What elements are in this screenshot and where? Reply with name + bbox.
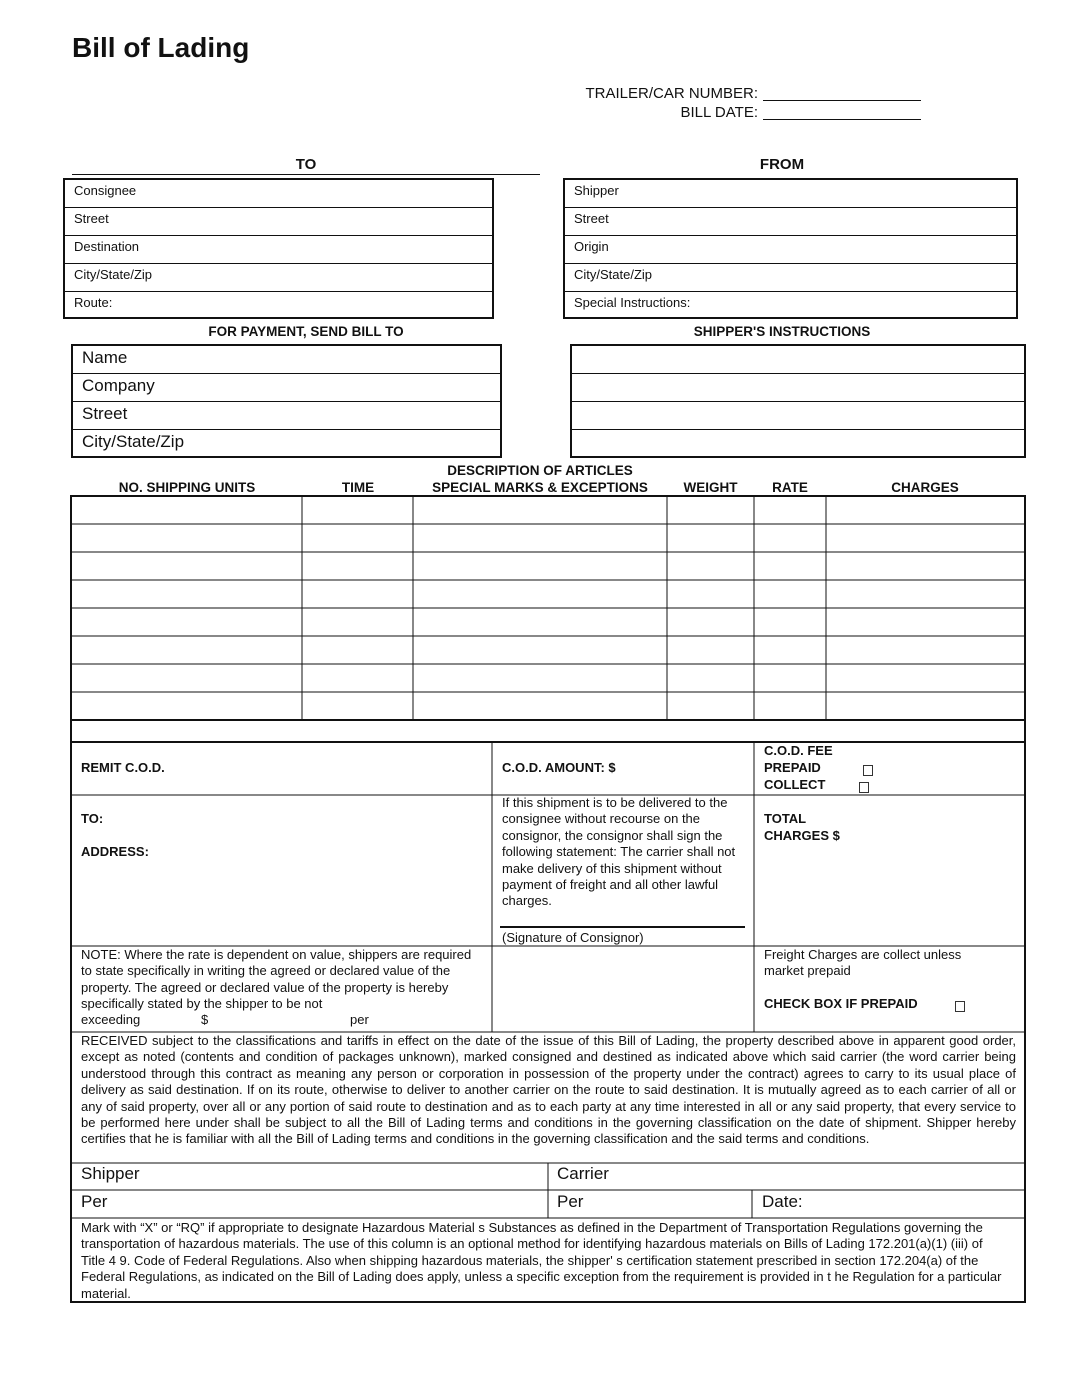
check-prepaid-label: CHECK BOX IF PREPAID [764, 996, 918, 1011]
special-instructions-field[interactable]: Special Instructions: [574, 295, 691, 310]
date-label: Date: [762, 1192, 803, 1211]
cod-amount-label: C.O.D. AMOUNT: $ [502, 760, 616, 775]
shipper-instructions-heading: SHIPPER'S INSTRUCTIONS [693, 324, 871, 339]
payment-heading: FOR PAYMENT, SEND BILL TO [208, 324, 404, 339]
payment-company-field[interactable]: Company [73, 374, 500, 402]
prepaid-checkbox[interactable] [859, 762, 873, 780]
destination-field[interactable]: Destination [65, 236, 492, 264]
carrier-signature-field[interactable] [548, 1164, 1024, 1190]
route-field[interactable]: Route: [74, 295, 113, 310]
prepaid-label: PREPAID [764, 760, 821, 775]
cod-to-label: TO: [81, 811, 104, 826]
to-city-state-zip-field[interactable]: City/State/Zip [65, 264, 492, 292]
collect-label: COLLECT [764, 777, 826, 792]
exceeding-label: exceeding [81, 1012, 141, 1027]
collect-checkbox[interactable] [855, 779, 869, 797]
freight-note: Freight Charges are collect unless market prepaid [764, 947, 962, 979]
consignor-signature-field[interactable] [500, 905, 745, 927]
from-heading: FROM [759, 156, 805, 173]
col-description-line1: DESCRIPTION OF ARTICLES [447, 463, 633, 478]
shipper-sign-label: Shipper [81, 1164, 140, 1183]
payment-street-field[interactable]: Street [73, 402, 500, 430]
consignor-statement: If this shipment is to be delivered to the consignee without recourse on the consignor, the consignor shall sign the following statement: The carrier shall not make delivery of this shipment without payment of freight and all other lawful charges. [502, 795, 736, 909]
cod-address-label: ADDRESS: [81, 844, 149, 859]
payment-name-field[interactable]: Name [73, 346, 500, 374]
col-rate: RATE [772, 480, 808, 495]
shipper-signature-field[interactable] [72, 1164, 548, 1190]
items-table-body[interactable] [72, 497, 1024, 720]
trailer-number-label: TRAILER/CAR NUMBER: [585, 85, 758, 102]
col-description-line2: SPECIAL MARKS & EXCEPTIONS [432, 480, 648, 495]
carrier-sign-label: Carrier [557, 1164, 609, 1183]
value-note: NOTE: Where the rate is dependent on value, shippers are required to state specifically in writing the agreed or declared value of the property. The agreed or declared value of the property is hereby specifically stated by the shipper to be not [81, 947, 472, 1012]
shipper-per-label: Per [81, 1192, 108, 1211]
payment-city-state-zip-field[interactable]: City/State/Zip [82, 432, 185, 451]
to-heading: TO [295, 156, 317, 173]
carrier-per-label: Per [557, 1192, 584, 1211]
consignee-field[interactable]: Consignee [65, 180, 492, 208]
items-total-row[interactable] [72, 720, 1024, 742]
signature-label: (Signature of Consignor) [502, 930, 644, 945]
col-shipping-units: NO. SHIPPING UNITS [118, 480, 256, 495]
col-charges: CHARGES [891, 480, 959, 495]
exceeding-dollar: $ [201, 1012, 209, 1027]
col-weight: WEIGHT [683, 480, 738, 495]
total-charges-label: CHARGES $ [764, 828, 840, 843]
exceeding-per: per [350, 1012, 369, 1027]
cod-fee-label: C.O.D. FEE [764, 743, 833, 758]
shipper-field[interactable]: Shipper [565, 180, 1016, 208]
hazmat-note: Mark with “X” or “RQ” if appropriate to designate Hazardous Material s Substances as defined in the Department of Transportation Regulations governing the transportation of hazardous materials. The use of this column is an optional method for identifying hazardous materials on Bills of Lading 172.201(a)(1) (iii) of Title 4 9. Code of Federal Regulations. Also when shipping hazardous materials, the shipper' s certification statement prescribed in section 172.204(a) of the Federal Regulations, as indicated on the Bill of Lading does apply, unless a specific exception from the requirement is provided in t he Regulation for a particular material. [81, 1220, 1002, 1301]
from-street-field[interactable]: Street [565, 208, 1016, 236]
page-title: Bill of Lading [72, 32, 250, 63]
total-label-1: TOTAL [764, 811, 807, 826]
origin-field[interactable]: Origin [565, 236, 1016, 264]
received-terms: RECEIVED subject to the classifications and tariffs in effect on the date of the issue of this Bill of Lading, the property described above in apparent good order, except as noted (contents and condition of packages unknown), marked consigned and destined as indicated above which said carrier (the word carrier being understood through this contract as meaning any person or corporation in possession of the property under the contract) agrees to carry to its usual place of delivery as said destination. If on its route, otherwise to deliver to another carrier on the route to said destination. It is mutually agreed as to each carrier of all or any of said property, over all or any portion of said route to destination and as to each party at any time interested in all or any said property, that every service to be performed here under shall be subject to all the Bill of Lading terms and conditions in the governing classification on the date of shipment. Shipper hereby certifies that he is familiar with all the Bill of Lading terms and conditions in the governing classification and the said terms and conditions. [81, 1033, 1016, 1147]
col-time: TIME [341, 480, 375, 495]
check-prepaid-checkbox[interactable] [951, 998, 965, 1016]
bill-date-label: BILL DATE: [680, 104, 758, 121]
remit-cod-label: REMIT C.O.D. [81, 760, 165, 775]
to-street-field[interactable]: Street [65, 208, 492, 236]
from-city-state-zip-field[interactable]: City/State/Zip [565, 264, 1016, 292]
